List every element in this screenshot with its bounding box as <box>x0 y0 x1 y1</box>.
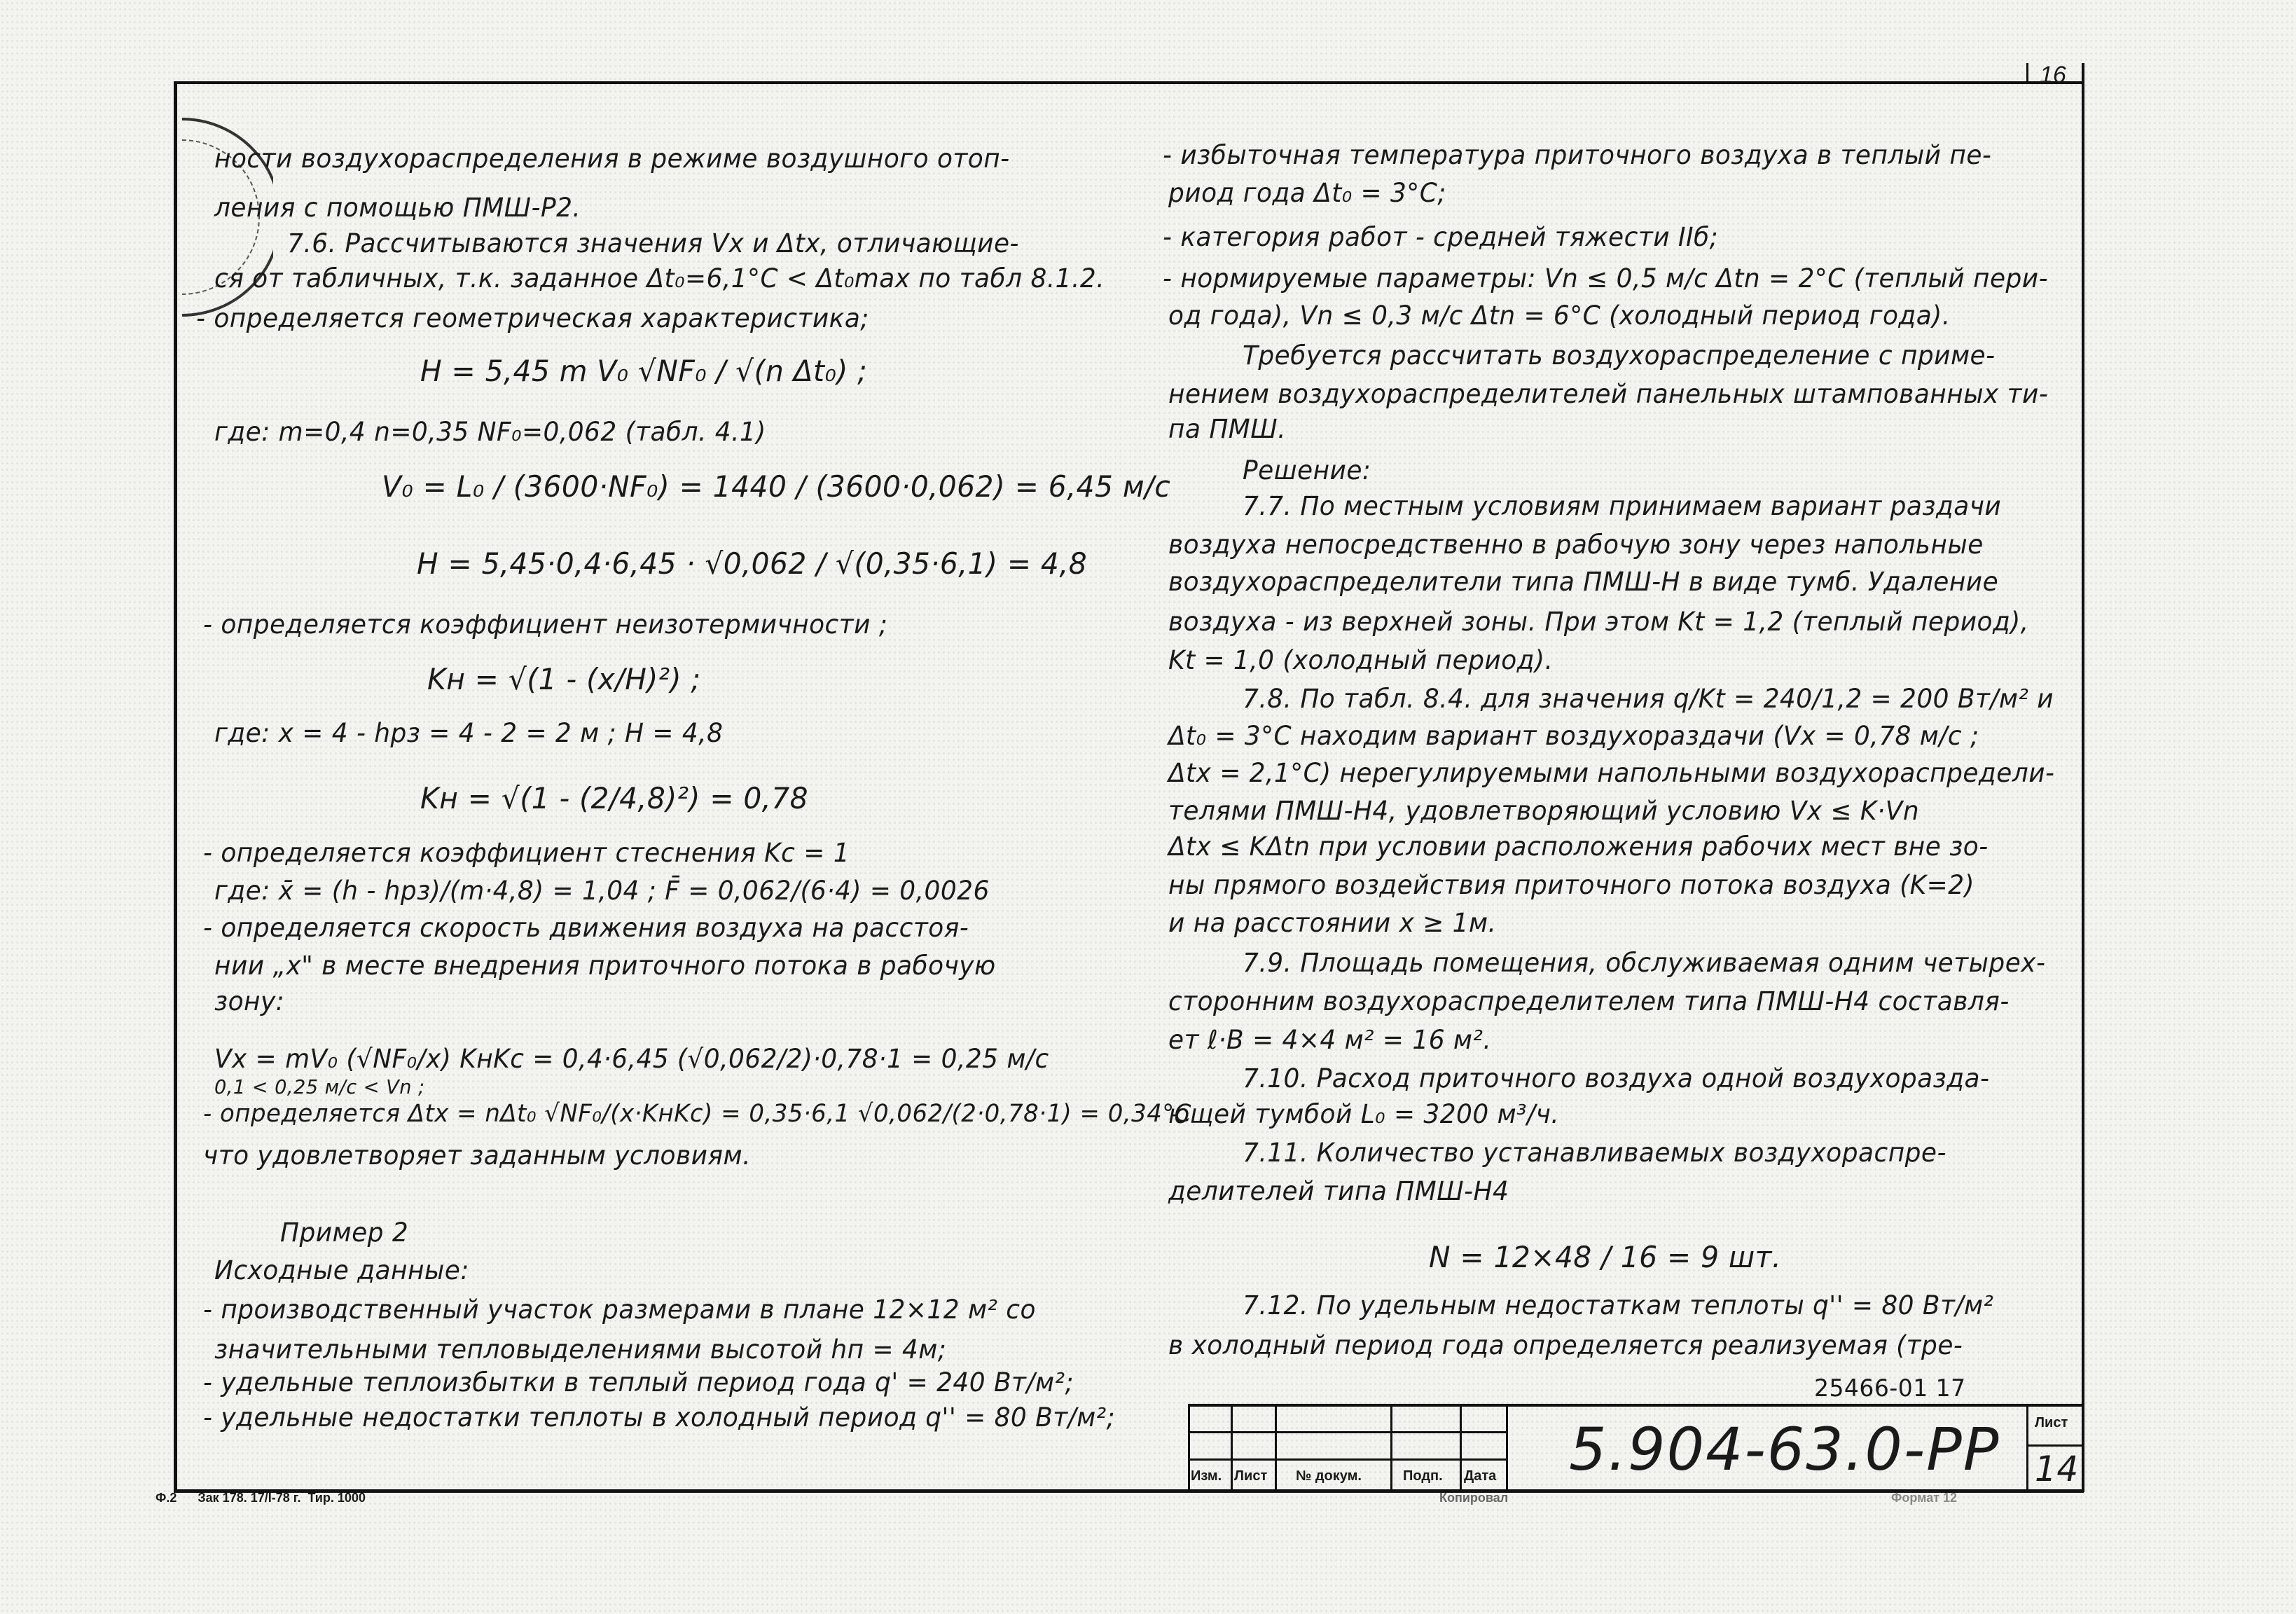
text-line: 7.12. По удельным недостаткам теплоты q'' = 80 Вт/м² <box>1243 1290 1994 1320</box>
formula: H = 5,45 m V₀ √NF₀ / √(n Δt₀) ; <box>420 354 868 388</box>
text-line: Δtx ≤ KΔtn при условии расположения рабочих мест вне зо- <box>1168 832 1989 862</box>
text-line: од года), Vn ≤ 0,3 м/с Δtn = 6°C (холодный период года). <box>1168 301 1951 331</box>
text-line: что удовлетворяет заданным условиям. <box>203 1140 751 1171</box>
footer-print-info: Ф.2 Зак 178. 17/I-78 г. Тир. 1000 <box>155 1491 366 1505</box>
text-line: где: x̄ = (h - hрз)/(m·4,8) = 1,04 ; F̄ = 0,062/(6·4) = 0,0026 <box>214 876 990 906</box>
title-block-top <box>1188 1404 2083 1407</box>
text-line: Δtx = 2,1°C) нерегулируемыми напольными воздухораспредели- <box>1168 758 2055 788</box>
col-date: Дата <box>1464 1468 1497 1484</box>
col-list: Лист <box>1234 1468 1268 1484</box>
title-block-row <box>2026 1444 2082 1447</box>
footer-format: Формат 12 <box>1891 1491 1958 1505</box>
text-line: - категория работ - средней тяжести IIб; <box>1163 222 1719 252</box>
title-block-col <box>1275 1404 1277 1491</box>
formula: Kн = √(1 - (x/H)²) ; <box>427 662 701 696</box>
text-line: ности воздухораспределения в режиме воздушного отоп- <box>214 144 1010 174</box>
text-line: нением воздухораспределителей панельных штампованных ти- <box>1168 379 2049 409</box>
text-line: Исходные данные: <box>214 1255 469 1285</box>
sheet-number: 14 <box>2035 1449 2079 1489</box>
text-line: и на расстоянии x ≥ 1м. <box>1168 908 1497 938</box>
archive-number: 25466-01 17 <box>1814 1374 1966 1402</box>
text-line: в холодный период года определяется реализуемая (тре- <box>1168 1330 1963 1360</box>
formula: Kн = √(1 - (2/4,8)²) = 0,78 <box>420 781 809 815</box>
formula: Vx = mV₀ (√NF₀/x) KнKc = 0,4·6,45 (√0,062/2)·0,78·1 = 0,25 м/с <box>214 1044 1049 1074</box>
text-line: значительными тепловыделениями высотой hп = 4м; <box>214 1334 947 1365</box>
col-izm: Изм. <box>1191 1468 1222 1484</box>
text-line: - определяется геометрическая характеристика; <box>196 303 869 333</box>
text-line: воздухораспределители типа ПМШ-Н в виде тумб. Удаление <box>1168 567 1999 597</box>
title-block-col <box>1188 1404 1190 1491</box>
col-doc-number: № докум. <box>1296 1468 1362 1484</box>
frame-bottom <box>175 1489 2084 1493</box>
formula: - определяется Δtx = nΔt₀ √NF₀/(x·KнKc) = 0,35·6,1 √0,062/(2·0,78·1) = 0,34°C <box>203 1100 1191 1128</box>
text-line: 7.7. По местным условиям принимаем вариант раздачи <box>1243 491 2002 521</box>
text-line: - определяется скорость движения воздуха на расстоя- <box>203 913 969 943</box>
section-heading: Решение: <box>1243 455 1371 485</box>
text-line: Δt₀ = 3°C находим вариант воздухораздачи (Vx = 0,78 м/с ; <box>1168 721 1979 751</box>
text-line: - определяется коэффициент неизотермичности ; <box>203 609 888 640</box>
formula: H = 5,45·0,4·6,45 · √0,062 / √(0,35·6,1) = 4,8 <box>417 546 1088 581</box>
sheet-label: Лист <box>2035 1415 2068 1430</box>
text-line: 7.6. Рассчитываются значения Vx и Δtx, отличающие- <box>287 228 1019 258</box>
document-designation: 5.904-63.0-РР <box>1569 1415 2000 1484</box>
text-line: - нормируемые параметры: Vn ≤ 0,5 м/с Δtn = 2°C (теплый пери- <box>1163 263 2049 294</box>
text-line: 7.10. Расход приточного воздуха одной воздухоразда- <box>1243 1063 1990 1094</box>
frame-top <box>175 81 2084 84</box>
text-line: ющей тумбой L₀ = 3200 м³/ч. <box>1168 1099 1560 1129</box>
text-line: воздуха - из верхней зоны. При этом Kt = 1,2 (теплый период), <box>1168 607 2029 637</box>
col-signature: Подп. <box>1403 1468 1443 1484</box>
example-heading: Пример 2 <box>280 1218 409 1248</box>
title-block-row <box>1188 1458 1506 1461</box>
text-line: - избыточная температура приточного воздуха в теплый пе- <box>1163 140 1992 170</box>
text-line: па ПМШ. <box>1168 414 1287 444</box>
text-line: ет ℓ·B = 4×4 м² = 16 м². <box>1168 1025 1492 1055</box>
text-line: риод года Δt₀ = 3°C; <box>1168 178 1446 208</box>
text-line: нии „x" в месте внедрения приточного потока в рабочую <box>214 951 996 981</box>
text-line: где: m=0,4 n=0,35 NF₀=0,062 (табл. 4.1) <box>214 417 766 447</box>
title-block-col <box>1460 1404 1462 1491</box>
text-line: - определяется коэффициент стеснения Kc = 1 <box>203 838 850 868</box>
title-block-col <box>2026 1404 2028 1491</box>
text-line: воздуха непосредственно в рабочую зону через напольные <box>1168 530 1984 560</box>
text-line: телями ПМШ-Н4, удовлетворяющий условию Vx ≤ K·Vn <box>1168 796 1920 826</box>
text-line: ления с помощью ПМШ-Р2. <box>214 193 581 223</box>
text-line: 7.11. Количество устанавливаемых воздухораспре- <box>1243 1138 1946 1168</box>
formula: V₀ = L₀ / (3600·NF₀) = 1440 / (3600·0,062) = 6,45 м/с <box>382 469 1171 504</box>
text-line: сторонним воздухораспределителем типа ПМШ-Н4 составля- <box>1168 986 2010 1016</box>
text-line: Требуется рассчитать воздухораспределение с приме- <box>1243 340 1996 371</box>
text-line: - производственный участок размерами в плане 12×12 м² со <box>203 1295 1036 1325</box>
text-line: ся от табличных, т.к. заданное Δt₀=6,1°C < Δt₀max по табл 8.1.2. <box>214 263 1105 294</box>
formula: N = 12×48 / 16 = 9 шт. <box>1429 1240 1782 1274</box>
footer-copied: Копировал <box>1439 1491 1509 1505</box>
text-line: Kt = 1,0 (холодный период). <box>1168 645 1554 675</box>
text-line: ны прямого воздействия приточного потока воздуха (K=2) <box>1168 870 1975 900</box>
title-block-row <box>1188 1431 1506 1433</box>
title-block-col <box>1506 1404 1508 1491</box>
page-number-box <box>2026 63 2028 84</box>
formula: 0,1 < 0,25 м/с < Vn ; <box>214 1075 425 1098</box>
title-block-col <box>1231 1404 1233 1491</box>
text-line: - удельные теплоизбытки в теплый период года q' = 240 Вт/м²; <box>203 1367 1074 1398</box>
text-line: 7.9. Площадь помещения, обслуживаемая одним четырех- <box>1243 948 2046 978</box>
text-line: где: x = 4 - hрз = 4 - 2 = 2 м ; H = 4,8 <box>214 718 724 748</box>
page-number-top: 16 <box>2040 62 2066 88</box>
text-line: 7.8. По табл. 8.4. для значения q/Kt = 240/1,2 = 200 Вт/м² и <box>1243 684 2054 714</box>
title-block-col <box>1390 1404 1392 1491</box>
text-line: - удельные недостатки теплоты в холодный период q'' = 80 Вт/м²; <box>203 1402 1116 1433</box>
text-line: зону: <box>214 986 285 1016</box>
frame-right <box>2082 63 2084 1492</box>
text-line: делителей типа ПМШ-Н4 <box>1168 1176 1509 1206</box>
